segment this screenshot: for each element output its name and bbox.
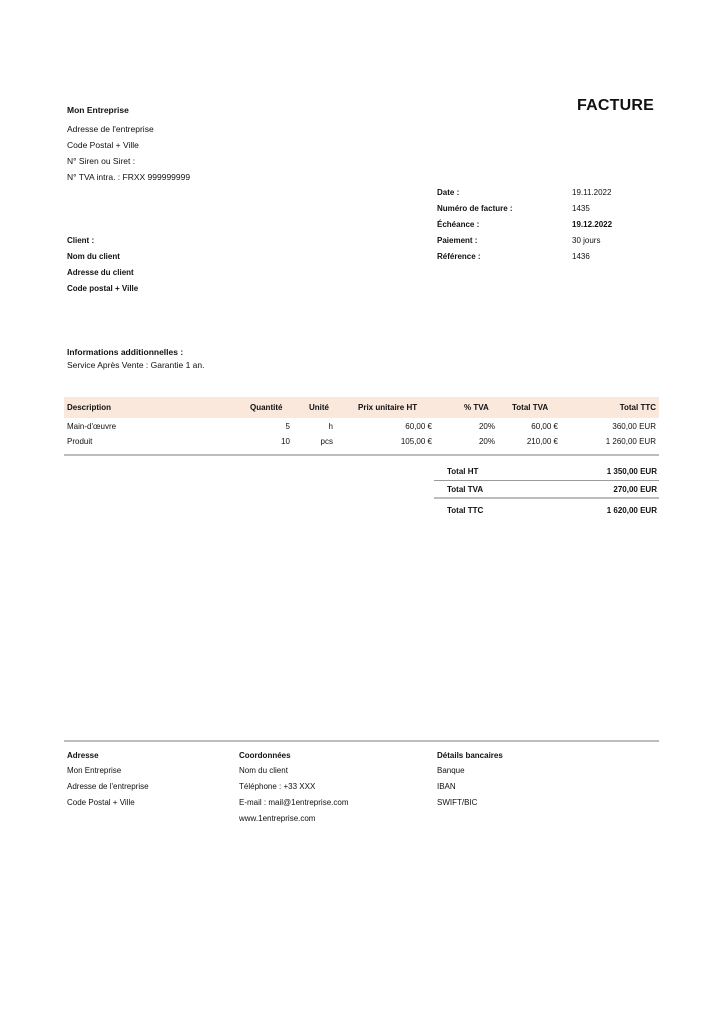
meta-invoice-number-value: 1435	[572, 204, 590, 213]
table-row	[64, 437, 659, 452]
footer-address-line: Mon Entreprise	[67, 766, 122, 775]
cell-unit: h	[328, 422, 333, 431]
client-label: Client :	[67, 236, 95, 245]
cell-vat-pct: 20%	[478, 437, 495, 446]
footer-address-line: Code Postal + Ville	[67, 798, 135, 807]
company-name: Mon Entreprise	[67, 105, 129, 115]
table-row	[64, 422, 659, 437]
meta-due-date-value: 19.12.2022	[572, 220, 613, 229]
total-ht-label: Total HT	[447, 467, 479, 476]
meta-due-date-label: Échéance :	[437, 220, 480, 229]
client-city: Code postal + Ville	[67, 284, 139, 293]
total-tva-label: Total TVA	[447, 485, 484, 494]
info-title: Informations additionnelles :	[67, 347, 184, 357]
cell-quantity: 10	[281, 437, 290, 446]
total-tva-value: 270,00 EUR	[613, 485, 657, 494]
footer-contact-email: E-mail : mail@1entreprise.com	[239, 798, 349, 807]
company-city: Code Postal + Ville	[67, 140, 139, 150]
col-unit-price: Prix unitaire HT	[358, 403, 418, 412]
cell-total-ttc: 360,00 EUR	[612, 422, 656, 431]
table-bottom-divider	[64, 454, 659, 456]
total-ttc-value: 1 620,00 EUR	[606, 506, 657, 515]
footer-bank-title: Détails bancaires	[437, 751, 503, 760]
document-title: FACTURE	[577, 97, 654, 114]
footer-address-title: Adresse	[67, 751, 99, 760]
totals-divider	[434, 480, 659, 481]
company-siren: N° Siren ou Siret :	[67, 156, 136, 166]
cell-description: Produit	[67, 437, 93, 446]
meta-date-label: Date :	[437, 188, 460, 197]
totals-divider	[434, 497, 659, 499]
cell-unit: pcs	[320, 437, 333, 446]
meta-payment-value: 30 jours	[572, 236, 601, 245]
meta-payment-label: Paiement :	[437, 236, 478, 245]
cell-description: Main-d'œuvre	[67, 422, 117, 431]
cell-vat-pct: 20%	[478, 422, 495, 431]
footer-bank-line: IBAN	[437, 782, 456, 791]
client-address: Adresse du client	[67, 268, 134, 277]
footer-contact-website: www.1entreprise.com	[239, 814, 316, 823]
company-vat-number: N° TVA intra. : FRXX 999999999	[67, 172, 191, 182]
meta-reference-value: 1436	[572, 252, 590, 261]
footer-contact-phone: Téléphone : +33 XXX	[239, 782, 316, 791]
col-total-ttc: Total TTC	[619, 403, 656, 412]
footer-contact-title: Coordonnées	[239, 751, 291, 760]
table-header	[64, 397, 659, 418]
col-description: Description	[67, 403, 112, 412]
info-text: Service Après Vente : Garantie 1 an.	[67, 360, 205, 370]
footer-address-line: Adresse de l'entreprise	[67, 782, 149, 791]
cell-vat-total: 210,00 €	[526, 437, 558, 446]
meta-date-value: 19.11.2022	[572, 188, 612, 197]
cell-total-ttc: 1 260,00 EUR	[605, 437, 656, 446]
footer-contact-line: Nom du client	[239, 766, 288, 775]
client-name: Nom du client	[67, 252, 120, 261]
col-vat-pct: % TVA	[464, 403, 489, 412]
cell-quantity: 5	[285, 422, 290, 431]
footer-divider	[64, 740, 659, 742]
cell-unit-price: 60,00 €	[405, 422, 432, 431]
col-unit: Unité	[309, 403, 329, 412]
footer-bank-line: SWIFT/BIC	[437, 798, 478, 807]
total-ttc-label: Total TTC	[447, 506, 484, 515]
col-vat-total: Total TVA	[512, 403, 549, 412]
company-address: Adresse de l'entreprise	[67, 124, 154, 134]
footer-bank-line: Banque	[437, 766, 465, 775]
meta-invoice-number-label: Numéro de facture :	[437, 204, 513, 213]
cell-vat-total: 60,00 €	[531, 422, 558, 431]
col-quantity: Quantité	[250, 403, 283, 412]
total-ht-value: 1 350,00 EUR	[606, 467, 657, 476]
meta-reference-label: Référence :	[437, 252, 481, 261]
cell-unit-price: 105,00 €	[400, 437, 432, 446]
